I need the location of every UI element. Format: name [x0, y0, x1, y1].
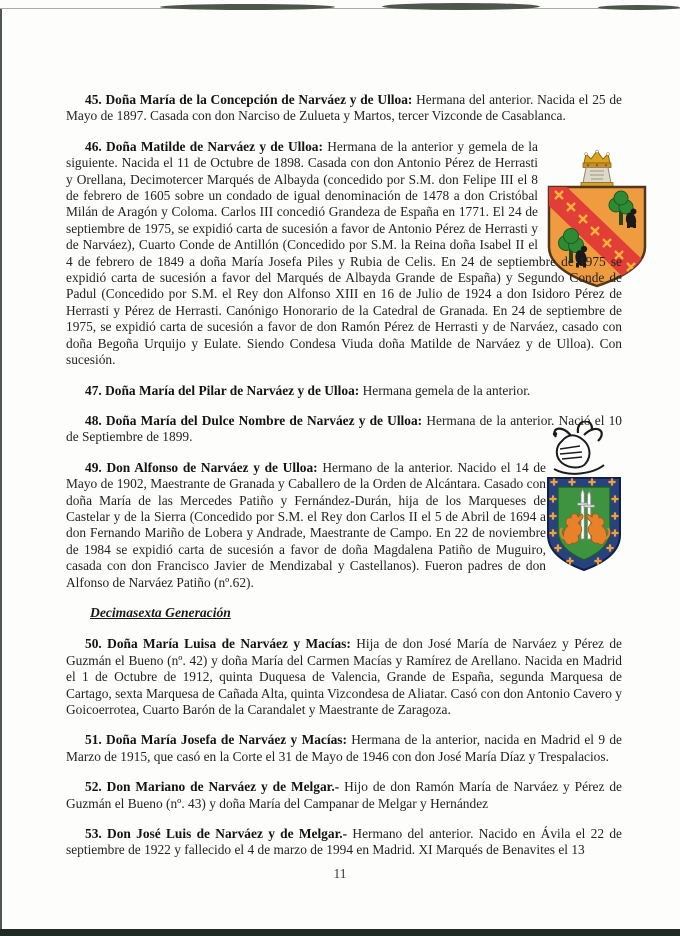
genealogy-entry-48: [66, 413, 622, 446]
entry-50-name: 50. Doña María Luisa de Narváez y Macías:: [85, 636, 351, 652]
genealogy-entry-45: [66, 92, 622, 125]
entry-53-text: Hermano del anterior. Nacido en Ávila el 22 de septiembre de 1922 y fallecido el 4 de marzo de 1994 en Madrid. XI Marqués de Benavites el 13: [66, 826, 622, 858]
entry-52-text: Hijo de don Ramón María de Narváez y Pérez de Guzmán el Bueno (nº. 43) y doña María del Campanar de Melgar y Hernández: [66, 779, 622, 811]
arms-bottom-wrap-spacer: [546, 460, 622, 578]
entry-51-text: Hermana de la anterior, nacida en Madrid el 9 de Marzo de 1915, que casó en la Corte el 31 de Mayo de 1946 con don José María Díaz y Trespalacios.: [66, 732, 622, 764]
entry-50-text: Hija de don José María de Narváez y Pérez de Guzmán el Bueno (nº. 42) y doña María del Carmen Macías y Ramírez de Arellano. Nacida en Madrid el 1 de Octubre de 1912, quinta Duquesa de Valencia, Grande de España, segunda Marquesa de Cartago, sexta Marquesa de Cañada Alta, quinta Vizcondesa de Aliatar. Casó con don Antonio Cavero y Goicoerrotea, Cuarto Barón de la Carandalet y Maestrante de Zaragoza.: [66, 636, 623, 717]
genealogy-entry-47: [66, 383, 622, 399]
entry-45-text: Hermana del anterior. Nacida el 25 de Mayo de 1897. Casada con don Narciso de Zulueta y Martos, tercer Vizconde de Casablanca.: [66, 92, 622, 124]
entry-46-text: Hermana de la anterior y gemela de la siguiente. Nacida el 11 de Octubre de 1898. Casada con don Antonio Pérez de Herrasti y Orellana, Decimotercer Marqués de Albayda (concedido por S.M. don Felipe III el 8 de febrero de 1605 sobre un condado de igual denominación de 1478 a don Cristóbal Milán de Aragón y Coloma. Carlos III concedió Grandeza de España en 1771. El 24 de septiembre de 1975, se expidió carta de sucesión a favor de Antonio Pérez de Herrasti y de Narváez), Cuarto Conde de Antillón (Concedido por S.M. la Reina doña Isabel II el 4 de febrero de 1849 a doña María Josefa Piles y Rubia de Celis. En 24 de septiembre de 1975 se expidió carta de sucesión a favor del Marqués de Albayda Grande de España) y Segundo Conde de Padul (Concedido por S.M. el Rey don Alfonso XIII en 16 de Julio de 1924 a don Isidoro Pérez de Herrasti y Pérez de Herrasti. Canónigo Honorario de la Catedral de Granada. En 24 de septiembre de 1975, se expidió carta de sucesión a favor de don Ramón Pérez de Herrasti y de Narváez, casado con doña Begoña Urquijo y Eulate. Siendo Condesa Viuda doña Matilde de Narváez y de Ulloa). Con sucesión.: [66, 138, 622, 368]
genealogy-entry-50: [66, 636, 622, 718]
entry-51-name: 51. Doña María Josefa de Narváez y Macías:: [85, 732, 347, 748]
genealogy-entry-51: [66, 732, 622, 765]
entry-47-name: 47. Doña María del Pilar de Narváez y de Ulloa:: [85, 382, 360, 398]
genealogy-entry-52: [66, 779, 622, 812]
entry-53-name: 53. Don José Luis de Narváez y de Melgar.-: [85, 826, 348, 842]
genealogy-entry-46: [66, 139, 622, 369]
document-body: [66, 92, 622, 873]
scan-artifact-blob: [382, 3, 540, 10]
entry-47-text: Hermana gemela de la anterior.: [362, 382, 531, 398]
genealogy-entry-49: [66, 460, 622, 591]
entry-48-text: Hermana de la anterior. Nació el 10 de Septiembre de 1899.: [66, 412, 623, 445]
section-heading-generation: Decimasexta Generación: [90, 604, 231, 620]
page-number: 11: [333, 866, 347, 881]
entry-48-name: 48. Doña María del Dulce Nombre de Narváez y de Ulloa:: [85, 412, 423, 428]
entry-45-name: 45. Doña María de la Concepción de Narváez y de Ulloa:: [85, 92, 413, 107]
scan-artifact-top-line: [0, 8, 680, 9]
entry-52-name: 52. Don Mariano de Narváez y de Melgar.-: [85, 779, 340, 795]
entry-49-text: Hermano de la anterior. Nacido el 14 de Mayo de 1902, Maestrante de Granada y Caballero de la Orden de Alcántara. Casado con doña María de las Mercedes Patiño y Fernández-Durán, hija de los Marqueses de Castelar y de la Sierra (Concedido por S.M. el Rey don Carlos II el 5 de Abril de 1694 a don Fernando Mariño de Lobera y Andrade, Maestrante de Campo. En 22 de noviembre de 1984 se expidió carta de sucesión a favor de doña Magdalena Patiño de Muguiro, casada con don Francisco Javier de Mendizabal y Castellanos). Fueron padres de don Alfonso de Narváez Patiño (nº.62).: [66, 459, 546, 590]
entry-46-name: 46. Doña Matilde de Narváez y de Ulloa:: [85, 138, 323, 154]
scan-artifact-bottom-strip: [0, 929, 680, 936]
scan-artifact-blob: [598, 5, 680, 10]
entry-49-name: 49. Don Alfonso de Narváez y de Ulloa:: [85, 459, 318, 475]
genealogy-entry-53: [66, 826, 622, 859]
arms-top-wrap-spacer: [538, 139, 622, 251]
scan-artifact-blob: [160, 4, 335, 10]
scan-artifact-left-line: [0, 9, 2, 930]
